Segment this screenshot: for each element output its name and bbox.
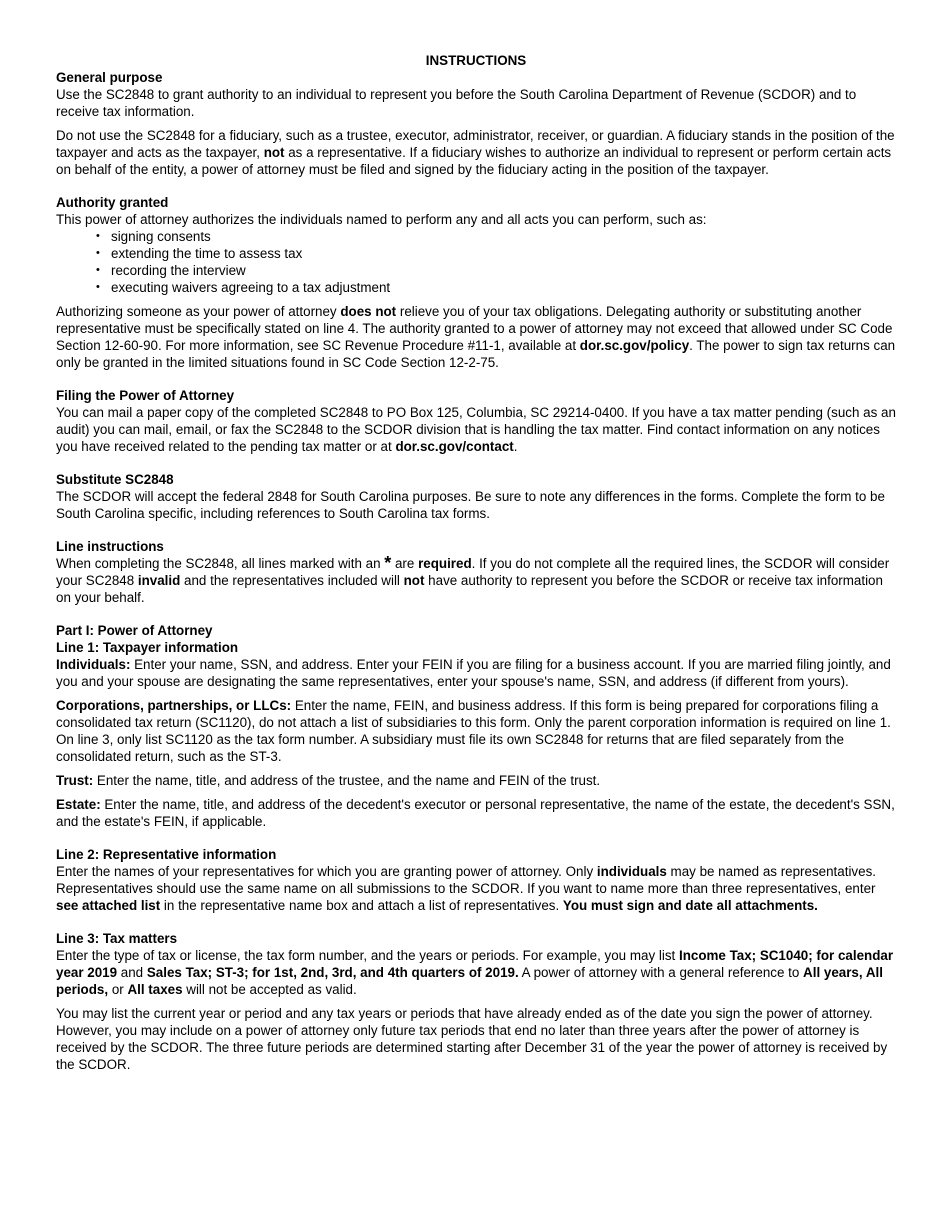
substitute-paragraph: The SCDOR will accept the federal 2848 for South Carolina purposes. Be sure to note any differences in the forms. Complete the form to be South Carolina specific, including references to South Carolina tax forms. <box>56 489 885 521</box>
substitute-heading: Substitute SC2848 <box>56 472 174 487</box>
general-purpose-paragraph-2: Do not use the SC2848 for a fiduciary, such as a trustee, executor, administrator, receiver, or guardian. A fiduciary stands in the position of the taxpayer and acts as the taxpayer, not as a representative. If a fiduciary wishes to authorize an individual to represent or perform certain acts on behalf of the entity, a power of attorney must be filed and signed by the fiduciary acting in the position of the taxpayer. <box>56 128 895 177</box>
list-item: • executing waivers agreeing to a tax adjustment <box>111 279 896 296</box>
corporations-paragraph: Corporations, partnerships, or LLCs: Enter the name, FEIN, and business address. If this form is being prepared for corporations filing a consolidated tax return (SC1120), do not attach a list of subsidiaries to this form. Only the parent corporation information is required on line 1. On line 3, only list SC1120 as the tax form number. A subsidiary must file its own SC2848 for returns that are filed separately from the consolidated return, such as the ST-3. <box>56 698 891 764</box>
line3-heading: Line 3: Tax matters <box>56 931 178 946</box>
line2-heading: Line 2: Representative information <box>56 847 277 862</box>
line2-paragraph: Enter the names of your representatives for which you are granting power of attorney. Only individuals may be named as representatives. Representatives should use the same name on all submissions to the SCDOR. If you want to name more than three representatives, enter see attached list in the representative name box and attach a list of representatives. You must sign and date all attachments. <box>56 864 876 913</box>
line1-heading: Line 1: Taxpayer information <box>56 640 239 655</box>
list-item: • recording the interview <box>111 262 896 279</box>
individuals-paragraph: Individuals: Enter your name, SSN, and address. Enter your FEIN if you are filing for a business account. If you are married filing jointly, and you and your spouse are designating the same representatives, enter your spouse's name, SSN, and address (if different from yours). <box>56 657 891 689</box>
authority-intro: This power of attorney authorizes the individuals named to perform any and all acts you can perform, such as: <box>56 212 707 227</box>
authority-paragraph: Authorizing someone as your power of attorney does not relieve you of your tax obligations. Delegating authority or substituting another representative must be specifically stated on line 4. The authority granted to a power of attorney may not exceed that allowed under SC Code Section 12-60-90. For more information, see SC Revenue Procedure #11-1, available at dor.sc.gov/policy. The power to sign tax returns can only be granted in the limited situations found in SC Code Section 12-2-75. <box>56 304 896 370</box>
instructions-page <box>56 52 896 1073</box>
trust-paragraph: Trust: Enter the name, title, and address of the trustee, and the name and FEIN of the trust. <box>56 773 601 788</box>
required-star-icon: * <box>384 553 392 573</box>
authority-list <box>56 228 896 296</box>
page-title: INSTRUCTIONS <box>425 53 527 68</box>
part1-heading: Part I: Power of Attorney <box>56 623 213 638</box>
general-purpose-paragraph-1: Use the SC2848 to grant authority to an individual to represent you before the South Carolina Department of Revenue (SCDOR) and to receive tax information. <box>56 87 857 119</box>
filing-paragraph: You can mail a paper copy of the completed SC2848 to PO Box 125, Columbia, SC 29214-0400. If you have a tax matter pending (such as an audit) you can mail, email, or fax the SC2848 to the SCDOR division that is handling the tax matter. Find contact information on any notices you have received related to the pending tax matter or at dor.sc.gov/contact. <box>56 405 896 454</box>
general-purpose-heading: General purpose <box>56 70 163 85</box>
filing-heading: Filing the Power of Attorney <box>56 388 235 403</box>
estate-paragraph: Estate: Enter the name, title, and address of the decedent's executor or personal representative, the name of the estate, the decedent's SSN, and the estate's FEIN, if applicable. <box>56 797 895 829</box>
list-item: • signing consents <box>111 228 896 245</box>
line3-paragraph-1: Enter the type of tax or license, the tax form number, and the years or periods. For example, you may list Income Tax; SC1040; for calendar year 2019 and Sales Tax; ST-3; for 1st, 2nd, 3rd, and 4th quarters of 2019. A power of attorney with a general reference to All years, All periods, or All taxes will not be accepted as valid. <box>56 948 894 997</box>
line-instructions-paragraph: When completing the SC2848, all lines marked with an * are required. If you do not complete all the required lines, the SCDOR will consider your SC2848 invalid and the representatives included will not have authority to represent you before the SCDOR or receive tax information on your behalf. <box>56 553 890 605</box>
list-item: • extending the time to assess tax <box>111 245 896 262</box>
line-instructions-heading: Line instructions <box>56 539 164 554</box>
line3-paragraph-2: You may list the current year or period and any tax years or periods that have already ended as of the date you sign the power of attorney. However, you may include on a power of attorney only future tax periods that end no later than three years after the power of attorney is received by the SCDOR. The three future periods are determined starting after December 31 of the year the power of attorney is received by the SCDOR. <box>56 1006 888 1072</box>
authority-heading: Authority granted <box>56 195 169 210</box>
